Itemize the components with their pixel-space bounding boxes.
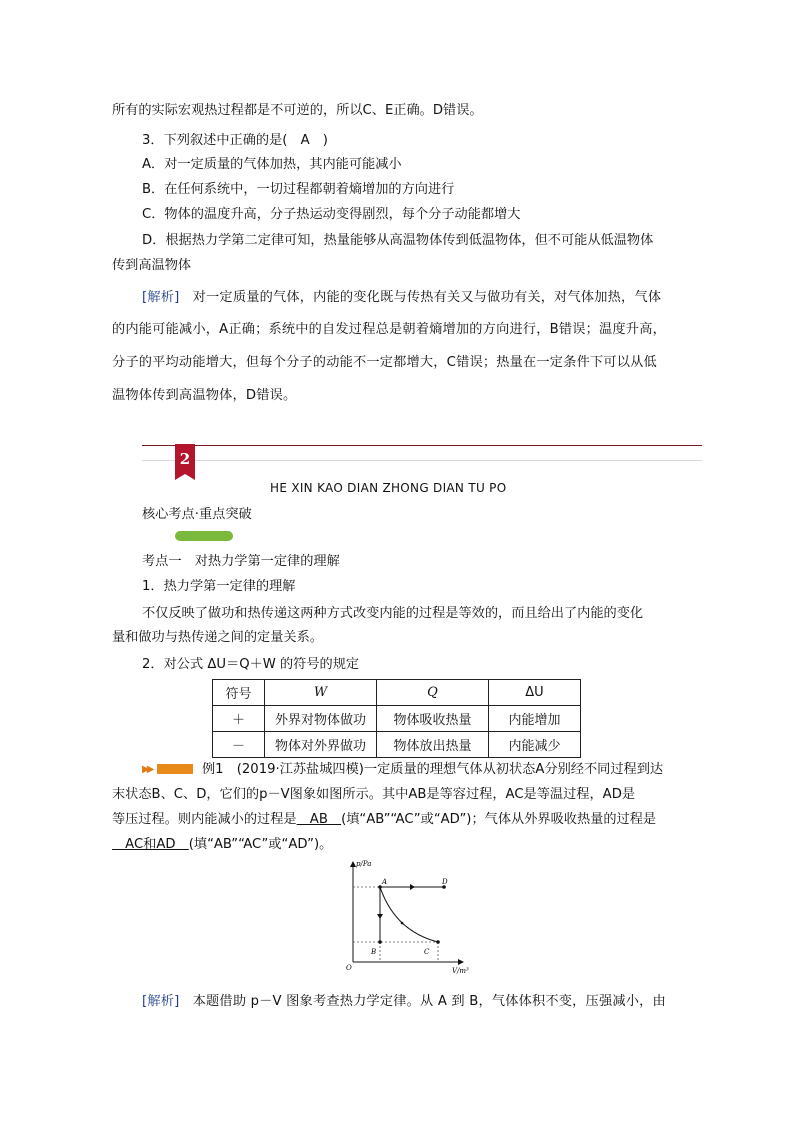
arrow-ad-icon bbox=[410, 884, 415, 890]
table-cell: 物体吸收热量 bbox=[377, 706, 489, 732]
top-paragraph: 所有的实际宏观热过程都是不可逆的，所以C、E正确。D错误。 bbox=[112, 103, 483, 118]
x-axis-label: V/m³ bbox=[452, 967, 469, 975]
point-b bbox=[378, 940, 382, 944]
analysis-1-line4: 温物体传到高温物体，D错误。 bbox=[112, 388, 297, 403]
arrow-ab-icon bbox=[377, 914, 383, 919]
table-cell: 内能增加 bbox=[489, 706, 581, 732]
analysis-1-line3: 分子的平均动能增大，但每个分子的动能不一定都增大，C错误；热量在一定条件下可以从低 bbox=[112, 355, 657, 370]
section-subrule bbox=[142, 460, 702, 461]
example-1-line3-post: (填“AB”“AC”或“AD”)；气体从外界吸收热量的过程是 bbox=[341, 812, 657, 827]
example-box-icon bbox=[157, 764, 193, 774]
question-3-stem: 3．下列叙述中正确的是( A ) bbox=[142, 133, 328, 148]
double-arrow-icon: ▶▶ bbox=[142, 764, 152, 775]
table-header-cell: Q bbox=[377, 680, 489, 706]
sign-table bbox=[212, 679, 581, 758]
example-1-line4 bbox=[112, 835, 332, 855]
analysis-label: [解析] bbox=[142, 994, 180, 1009]
point-1-item1: 1．热力学第一定律的理解 bbox=[142, 579, 296, 594]
analysis-1-line1 bbox=[142, 288, 661, 308]
table-header-cell: ΔU bbox=[489, 680, 581, 706]
section-badge: 2 bbox=[175, 444, 195, 474]
point-1-heading: 考点一 对热力学第一定律的理解 bbox=[142, 554, 340, 569]
table-cell: － bbox=[213, 732, 265, 758]
example-1-line2: 末状态B、C、D，它们的p－V图象如图所示。其中AB是等容过程，AC是等温过程，AD是 bbox=[112, 787, 636, 802]
process-ac bbox=[380, 887, 438, 942]
point-b-label: B bbox=[371, 948, 377, 956]
question-3-option-d-cont: 传到高温物体 bbox=[112, 258, 192, 273]
origin-label: O bbox=[346, 964, 352, 972]
question-3-option-d: D．根据热力学第二定律可知，热量能够从高温物体传到低温物体，但不可能从低温物体 bbox=[142, 233, 654, 248]
table-cell: 物体对外界做功 bbox=[265, 732, 377, 758]
table-row bbox=[213, 706, 581, 732]
example-tag bbox=[142, 761, 193, 776]
point-a-label: A bbox=[382, 878, 388, 886]
point-c bbox=[436, 940, 440, 944]
question-3-option-a: A．对一定质量的气体加热，其内能可能减小 bbox=[142, 157, 402, 172]
question-3-option-b: B．在任何系统中，一切过程都朝着熵增加的方向进行 bbox=[142, 182, 455, 197]
section-pill bbox=[175, 531, 233, 541]
example-1-answer-2: AC和AD bbox=[112, 837, 189, 852]
point-1-item2: 2．对公式 ΔU＝Q＋W 的符号的规定 bbox=[142, 657, 360, 672]
table-row bbox=[213, 732, 581, 758]
table-cell: ＋ bbox=[213, 706, 265, 732]
example-1-line3-pre: 等压过程。则内能减小的过程是 bbox=[112, 812, 297, 827]
table-cell: 物体放出热量 bbox=[377, 732, 489, 758]
example-1-line3 bbox=[112, 810, 656, 830]
point-1-para-line1: 不仅反映了做功和热传递这两种方式改变内能的过程是等效的，而且给出了内能的变化 bbox=[142, 606, 644, 621]
example-1-line1: 例1 (2019·江苏盐城四模)一定质量的理想气体从初状态A分别经不同过程到达 bbox=[202, 762, 664, 777]
y-axis-label: p/Pa bbox=[356, 860, 372, 868]
table-header-cell: 符号 bbox=[213, 680, 265, 706]
table-cell: 内能减少 bbox=[489, 732, 581, 758]
example-1-answer-1: AB bbox=[296, 812, 342, 827]
table-header-cell: W bbox=[265, 680, 377, 706]
analysis-label: [解析] bbox=[142, 290, 180, 305]
table-header-row bbox=[213, 680, 581, 706]
section-title: 核心考点·重点突破 bbox=[142, 507, 252, 522]
arrow-ac-icon bbox=[401, 922, 404, 925]
point-1-para-line2: 量和做功与热传递之间的定量关系。 bbox=[112, 630, 323, 645]
analysis-1-line2: 的内能可能减小，A正确；系统中的自发过程总是朝着熵增加的方向进行，B错误；温度升高， bbox=[112, 322, 666, 337]
example-1-line4-post: (填“AB”“AC”或“AD”)。 bbox=[188, 837, 333, 852]
pv-graph bbox=[340, 856, 470, 978]
analysis-2-text: 本题借助 p－V 图象考查热力学定律。从 A 到 B，气体体积不变，压强减小，由 bbox=[192, 994, 666, 1009]
point-d-label: D bbox=[442, 878, 448, 886]
section-pinyin: HE XIN KAO DIAN ZHONG DIAN TU PO bbox=[270, 481, 507, 495]
analysis-1-text: 对一定质量的气体，内能的变化既与传热有关又与做功有关，对气体加热，气体 bbox=[192, 290, 662, 305]
table-cell: 外界对物体做功 bbox=[265, 706, 377, 732]
analysis-2-line1 bbox=[142, 992, 666, 1012]
question-3-option-c: C．物体的温度升高，分子热运动变得剧烈，每个分子动能都增大 bbox=[142, 207, 521, 222]
section-rule bbox=[142, 445, 702, 446]
point-c-label: C bbox=[424, 948, 430, 956]
